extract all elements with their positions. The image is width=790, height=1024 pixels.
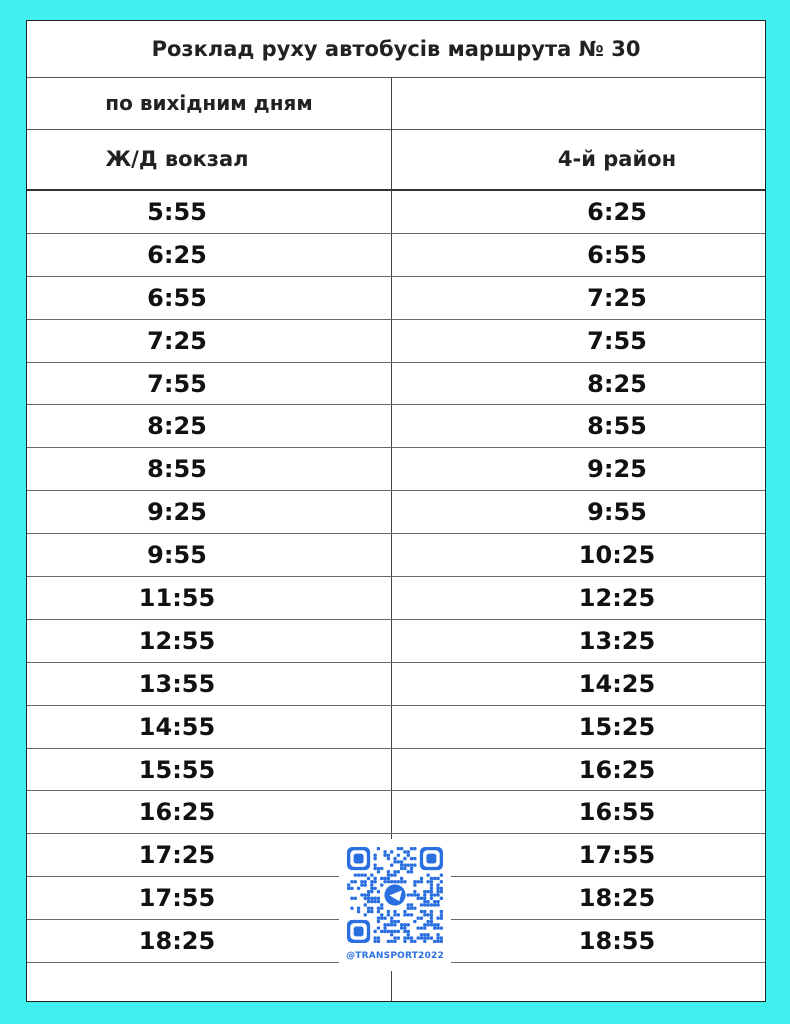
departure-district-time: 13:25 — [578, 626, 656, 655]
departure-station-time: 7:25 — [147, 326, 207, 355]
departure-station-time: 13:55 — [138, 669, 216, 698]
departure-district-time: 15:25 — [578, 712, 656, 741]
qr-code-badge[interactable] — [339, 839, 451, 971]
departure-station-time — [27, 963, 327, 1002]
departure-station-time: 5:55 — [147, 197, 207, 226]
table-row — [27, 663, 765, 706]
departure-district-time: 18:25 — [578, 884, 656, 913]
table-row — [27, 706, 765, 749]
departure-station-time: 6:55 — [147, 283, 207, 312]
table-row — [27, 448, 765, 491]
departure-station-time: 8:55 — [147, 455, 207, 484]
departure-district-time: 8:25 — [587, 369, 647, 398]
table-row — [27, 234, 765, 277]
departure-station-time: 7:55 — [147, 369, 207, 398]
departure-district-time: 14:25 — [578, 669, 656, 698]
table-row — [27, 534, 765, 577]
departure-station-time: 17:55 — [138, 884, 216, 913]
departure-station-time: 16:25 — [138, 798, 216, 827]
departure-district-time: 6:55 — [587, 240, 647, 269]
departure-station-time: 8:25 — [147, 412, 207, 441]
departure-district-time: 10:25 — [578, 541, 656, 570]
table-row — [27, 749, 765, 792]
departure-station-time: 18:25 — [138, 927, 216, 956]
schedule-subtitle: по вихідним дням — [105, 91, 313, 115]
departure-station-time: 14:55 — [138, 712, 216, 741]
table-row — [27, 191, 765, 234]
departure-district-time: 17:55 — [578, 841, 656, 870]
departure-station-time: 11:55 — [138, 583, 216, 612]
table-row — [27, 620, 765, 663]
table-row — [27, 320, 765, 363]
column-header-station: Ж/Д вокзал — [105, 147, 249, 171]
column-header-district: 4-й район — [557, 147, 677, 171]
table-row — [27, 791, 765, 834]
table-row — [27, 405, 765, 448]
departure-district-time: 8:55 — [587, 412, 647, 441]
table-row — [27, 577, 765, 620]
table-row — [27, 277, 765, 320]
departure-district-time: 9:25 — [587, 455, 647, 484]
departure-district-time: 12:25 — [578, 583, 656, 612]
qr-code-icon[interactable] — [347, 847, 443, 943]
qr-handle: @TRANSPORT2022 — [346, 951, 444, 961]
departure-district-time: 7:55 — [587, 326, 647, 355]
subtitle-row — [27, 77, 765, 130]
departure-station-time: 9:55 — [147, 541, 207, 570]
column-header-row — [27, 129, 765, 191]
departure-station-time: 12:55 — [138, 626, 216, 655]
schedule-sheet — [26, 20, 766, 1002]
departure-district-time — [467, 963, 766, 1002]
departure-station-time: 17:25 — [138, 841, 216, 870]
table-row — [27, 363, 765, 406]
table-row — [27, 491, 765, 534]
departure-district-time: 16:25 — [578, 755, 656, 784]
schedule-title: Розклад руху автобусів маршрута № 30 — [27, 21, 765, 78]
departure-district-time: 7:25 — [587, 283, 647, 312]
departure-station-time: 6:25 — [147, 240, 207, 269]
departure-station-time: 15:55 — [138, 755, 216, 784]
departure-district-time: 18:55 — [578, 927, 656, 956]
departure-district-time: 16:55 — [578, 798, 656, 827]
departure-station-time: 9:25 — [147, 498, 207, 527]
departure-district-time: 6:25 — [587, 197, 647, 226]
departure-district-time: 9:55 — [587, 498, 647, 527]
